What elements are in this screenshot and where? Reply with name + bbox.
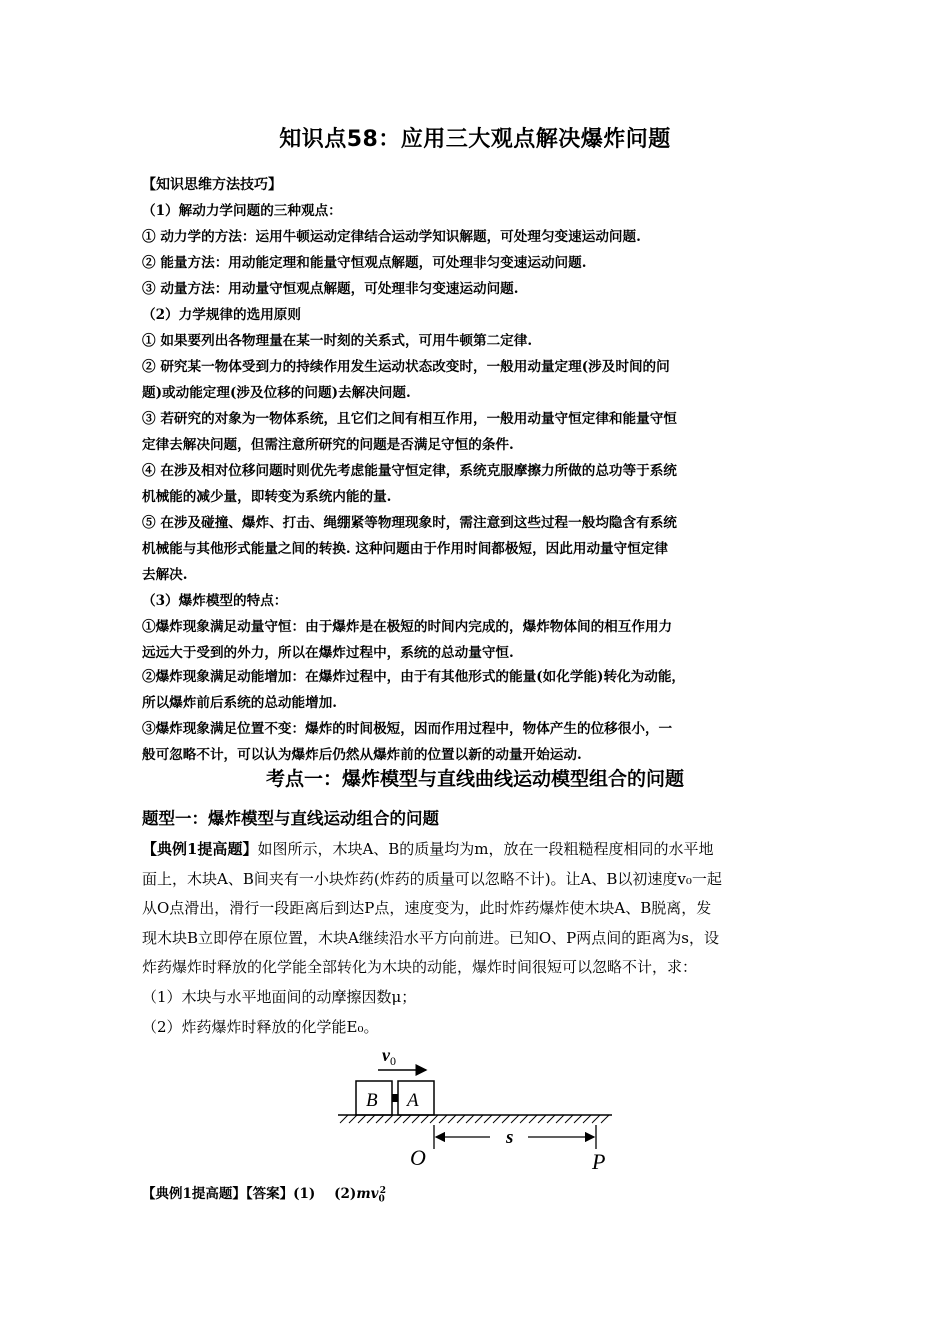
velocity-label: $v_0$: [382, 1045, 396, 1068]
text-line: ②爆炸现象满足动能增加：在爆炸过程中，由于有其他形式的能量(如化学能)转化为动能，: [142, 669, 686, 685]
text-line: 机械能与其他形式能量之间的转换. 这种问题由于作用时间都极短，因此用动量守恒定律: [142, 541, 669, 557]
example-line: 从O点滑出，滑行一段距离后到达P点，速度变为，此时炸药爆炸使木块A、B脱离，发: [142, 899, 712, 917]
example-line: 炸药爆炸时释放的化学能全部转化为木块的动能，爆炸时间很短可以忽略不计，求：: [142, 958, 698, 976]
ground-hatch: [340, 1115, 609, 1123]
block-a-label: A: [407, 1090, 419, 1111]
distance-label: s: [506, 1127, 514, 1148]
answer-tag: 【典例1提高题】【答案】: [142, 1186, 294, 1202]
text-line: 所以爆炸前后系统的总动能增加.: [142, 695, 338, 711]
subsection-heading: 题型一：爆炸模型与直线运动组合的问题: [142, 809, 439, 828]
example-figure: [330, 1045, 620, 1175]
example-text: 如图所示，木块A、B的质量均为m，放在一段粗糙程度相同的水平地: [257, 840, 714, 858]
text-line: 题)或动能定理(涉及位移的问题)去解决问题.: [142, 385, 411, 401]
text-line: ⑤ 在涉及碰撞、爆炸、打击、绳绷紧等物理现象时，需注意到这些过程一般均隐含有系统: [142, 515, 677, 531]
explosive: [392, 1094, 398, 1102]
text-line: （2）力学规律的选用原则: [142, 307, 301, 323]
text-line: ② 能量方法：用动能定理和能量守恒观点解题，可处理非匀变速运动问题.: [142, 255, 587, 271]
method-heading: 【知识思维方法技巧】: [142, 177, 282, 193]
example-line: 面上，木块A、B间夹有一小块炸药(炸药的质量可以忽略不计)。让A、B以初速度v₀一起: [142, 870, 722, 888]
text-line: ①爆炸现象满足动量守恒：由于爆炸是在极短的时间内完成的，爆炸物体间的相互作用力: [142, 619, 673, 635]
point-o-label: O: [410, 1145, 426, 1170]
text-line: ③ 动量方法：用动量守恒观点解题，可处理非匀变速运动问题.: [142, 281, 519, 297]
answer-line: [142, 1182, 386, 1205]
text-line: （1）解动力学问题的三种观点：: [142, 203, 342, 219]
answer-expression: mv: [356, 1186, 379, 1202]
answer-part-2: (2): [334, 1186, 357, 1202]
answer-superscript: 2: [379, 1185, 386, 1196]
text-line: 远远大于受到的外力，所以在爆炸过程中，系统的总动量守恒.: [142, 645, 514, 661]
example-line: [142, 838, 714, 859]
example-line: 现木块B立即停在原位置，木块A继续沿水平方向前进。已知O、P两点间的距离为s，设: [142, 929, 719, 947]
page-title: 知识点58：应用三大观点解决爆炸问题: [279, 127, 671, 152]
text-line: ② 研究某一物体受到力的持续作用发生运动状态改变时，一般用动量定理(涉及时间的问: [142, 359, 670, 375]
text-line: ③爆炸现象满足位置不变：爆炸的时间极短，因而作用过程中，物体产生的位移很小，一: [142, 721, 673, 737]
section-heading: 考点一：爆炸模型与直线曲线运动模型组合的问题: [265, 768, 684, 790]
text-line: 机械能的减少量，即转变为系统内能的量.: [142, 489, 392, 505]
point-p-label: P: [592, 1149, 606, 1174]
text-line: ① 如果要列出各物理量在某一时刻的关系式，可用牛顿第二定律.: [142, 333, 533, 349]
text-line: （3）爆炸模型的特点：: [142, 593, 288, 609]
text-line: 去解决.: [142, 567, 188, 583]
text-line: ③ 若研究的对象为一物体系统，且它们之间有相互作用，一般用动量守恒定律和能量守恒: [142, 411, 677, 427]
text-line: 定律去解决问题，但需注意所研究的问题是否满足守恒的条件.: [142, 437, 514, 453]
example-tag: 【典例1提高题】: [142, 840, 258, 858]
block-b-label: B: [366, 1090, 378, 1111]
text-line: ④ 在涉及相对位移问题时则优先考虑能量守恒定律，系统克服摩擦力所做的总功等于系统: [142, 463, 677, 479]
answer-subscript: 0: [378, 1194, 385, 1205]
question-1: （1）木块与水平地面间的动摩擦因数μ；: [142, 988, 417, 1006]
answer-part-1: (1): [293, 1186, 316, 1202]
question-2: （2）炸药爆炸时释放的化学能E₀。: [142, 1018, 379, 1036]
text-line: ① 动力学的方法：运用牛顿运动定律结合运动学知识解题，可处理匀变速运动问题.: [142, 229, 641, 245]
text-line: 般可忽略不计，可以认为爆炸后仍然从爆炸前的位置以新的动量开始运动.: [142, 747, 582, 763]
